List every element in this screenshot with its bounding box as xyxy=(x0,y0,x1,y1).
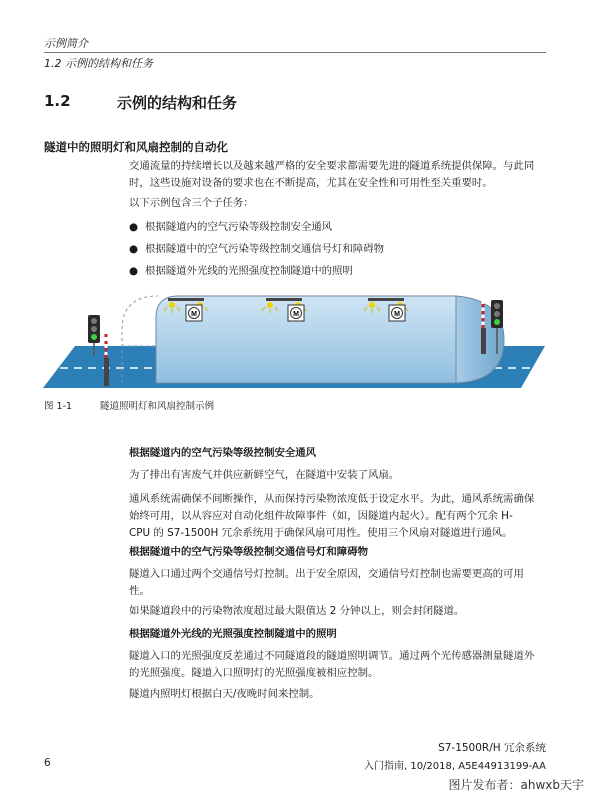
traffic-para-2 xyxy=(129,603,547,620)
ventilation-para-1 xyxy=(129,467,547,484)
text-line: 隧道入口通过两个交通信号灯控制。出于安全原因，交通信号灯控制也需要更高的可用 xyxy=(129,568,524,580)
bullet-icon: ● xyxy=(129,265,139,277)
intro-line: 时，这些设施对设备的要求也在不断提高，尤其在安全性和可用性至关重要时。 xyxy=(129,177,493,189)
ventilation-para-2 xyxy=(129,491,547,542)
bullet-icon: ● xyxy=(129,243,139,255)
lighting-para-1 xyxy=(129,648,547,682)
running-header-section: 1.2 示例的结构和任务 xyxy=(44,57,153,70)
figure-caption: 隧道照明灯和风扇控制示例 xyxy=(100,401,215,412)
ventilation-heading: 根据隧道内的空气污染等级控制安全通风 xyxy=(129,447,317,459)
footer-doc-id: 入门指南, 10/2018, A5E44913199-AA xyxy=(363,761,546,772)
traffic-heading: 根据隧道中的空气污染等级控制交通信号灯和障碍物 xyxy=(129,546,368,558)
footer-product: S7-1500R/H 冗余系统 xyxy=(438,742,546,754)
text-line: 始终可用，以从容应对自动化组件故障事件（如，因隧道内起火）。配有两个冗余 H- xyxy=(129,510,513,522)
fan-3 xyxy=(389,305,405,321)
text-line: 如果隧道段中的污染物浓度超过最大限值达 2 分钟以上，则会封闭隧道。 xyxy=(129,605,465,617)
svg-text:M: M xyxy=(293,311,299,318)
text-line: 为了排出有害废气并供应新鲜空气，在隧道中安装了风扇。 xyxy=(129,469,400,481)
bullet-icon: ● xyxy=(129,221,139,233)
page-number: 6 xyxy=(44,757,51,769)
fan-2 xyxy=(288,305,304,321)
text-line: 隧道内照明灯根据白天/夜晚时间来控制。 xyxy=(129,688,320,700)
text-line: 性。 xyxy=(129,585,150,597)
running-header-chapter: 示例简介 xyxy=(44,37,88,50)
figure-label: 图 1-1 xyxy=(44,401,73,412)
tunnel-tube xyxy=(122,296,504,383)
section-number: 1.2 xyxy=(44,92,71,110)
text-line: 隧道入口的光照强度反差通过不同隧道段的隧道照明调节。通过两个光传感器测量隧道外 xyxy=(129,650,535,662)
svg-text:M: M xyxy=(191,311,197,318)
lighting-heading: 根据隧道外光线的光照强度控制隧道中的照明 xyxy=(129,628,337,640)
barrier-left xyxy=(104,330,109,386)
intro-heading: 隧道中的照明灯和风扇控制的自动化 xyxy=(44,140,228,154)
intro-line: 交通流量的持续增长以及越来越严格的安全要求都需要先进的隧道系统提供保障。与此同 xyxy=(129,160,535,172)
section-title: 示例的结构和任务 xyxy=(117,94,238,112)
text-line: 通风系统需确保不间断操作，从而保持污染物浓度低于设定水平。为此，通风系统需确保 xyxy=(129,493,535,505)
text-line: CPU 的 S7-1500H 冗余系统用于确保风扇可用性。使用三个风扇对隧道进行通风。 xyxy=(129,527,513,539)
fan-1 xyxy=(186,305,202,321)
publisher-watermark: 图片发布者：ahwxb天宇 xyxy=(448,778,584,792)
lighting-para-2 xyxy=(129,686,547,703)
svg-text:M: M xyxy=(394,311,400,318)
task-text: 根据隧道中的空气污染等级控制交通信号灯和障碍物 xyxy=(145,243,384,255)
text-line: 的光照强度。隧道入口照明灯的光照强度被相应控制。 xyxy=(129,667,379,679)
task-text: 根据隧道外光线的光照强度控制隧道中的照明 xyxy=(145,265,353,277)
task-text: 根据隧道内的空气污染等级控制安全通风 xyxy=(145,221,333,233)
traffic-para-1 xyxy=(129,566,547,600)
tasks-intro: 以下示例包含三个子任务： xyxy=(129,197,254,209)
